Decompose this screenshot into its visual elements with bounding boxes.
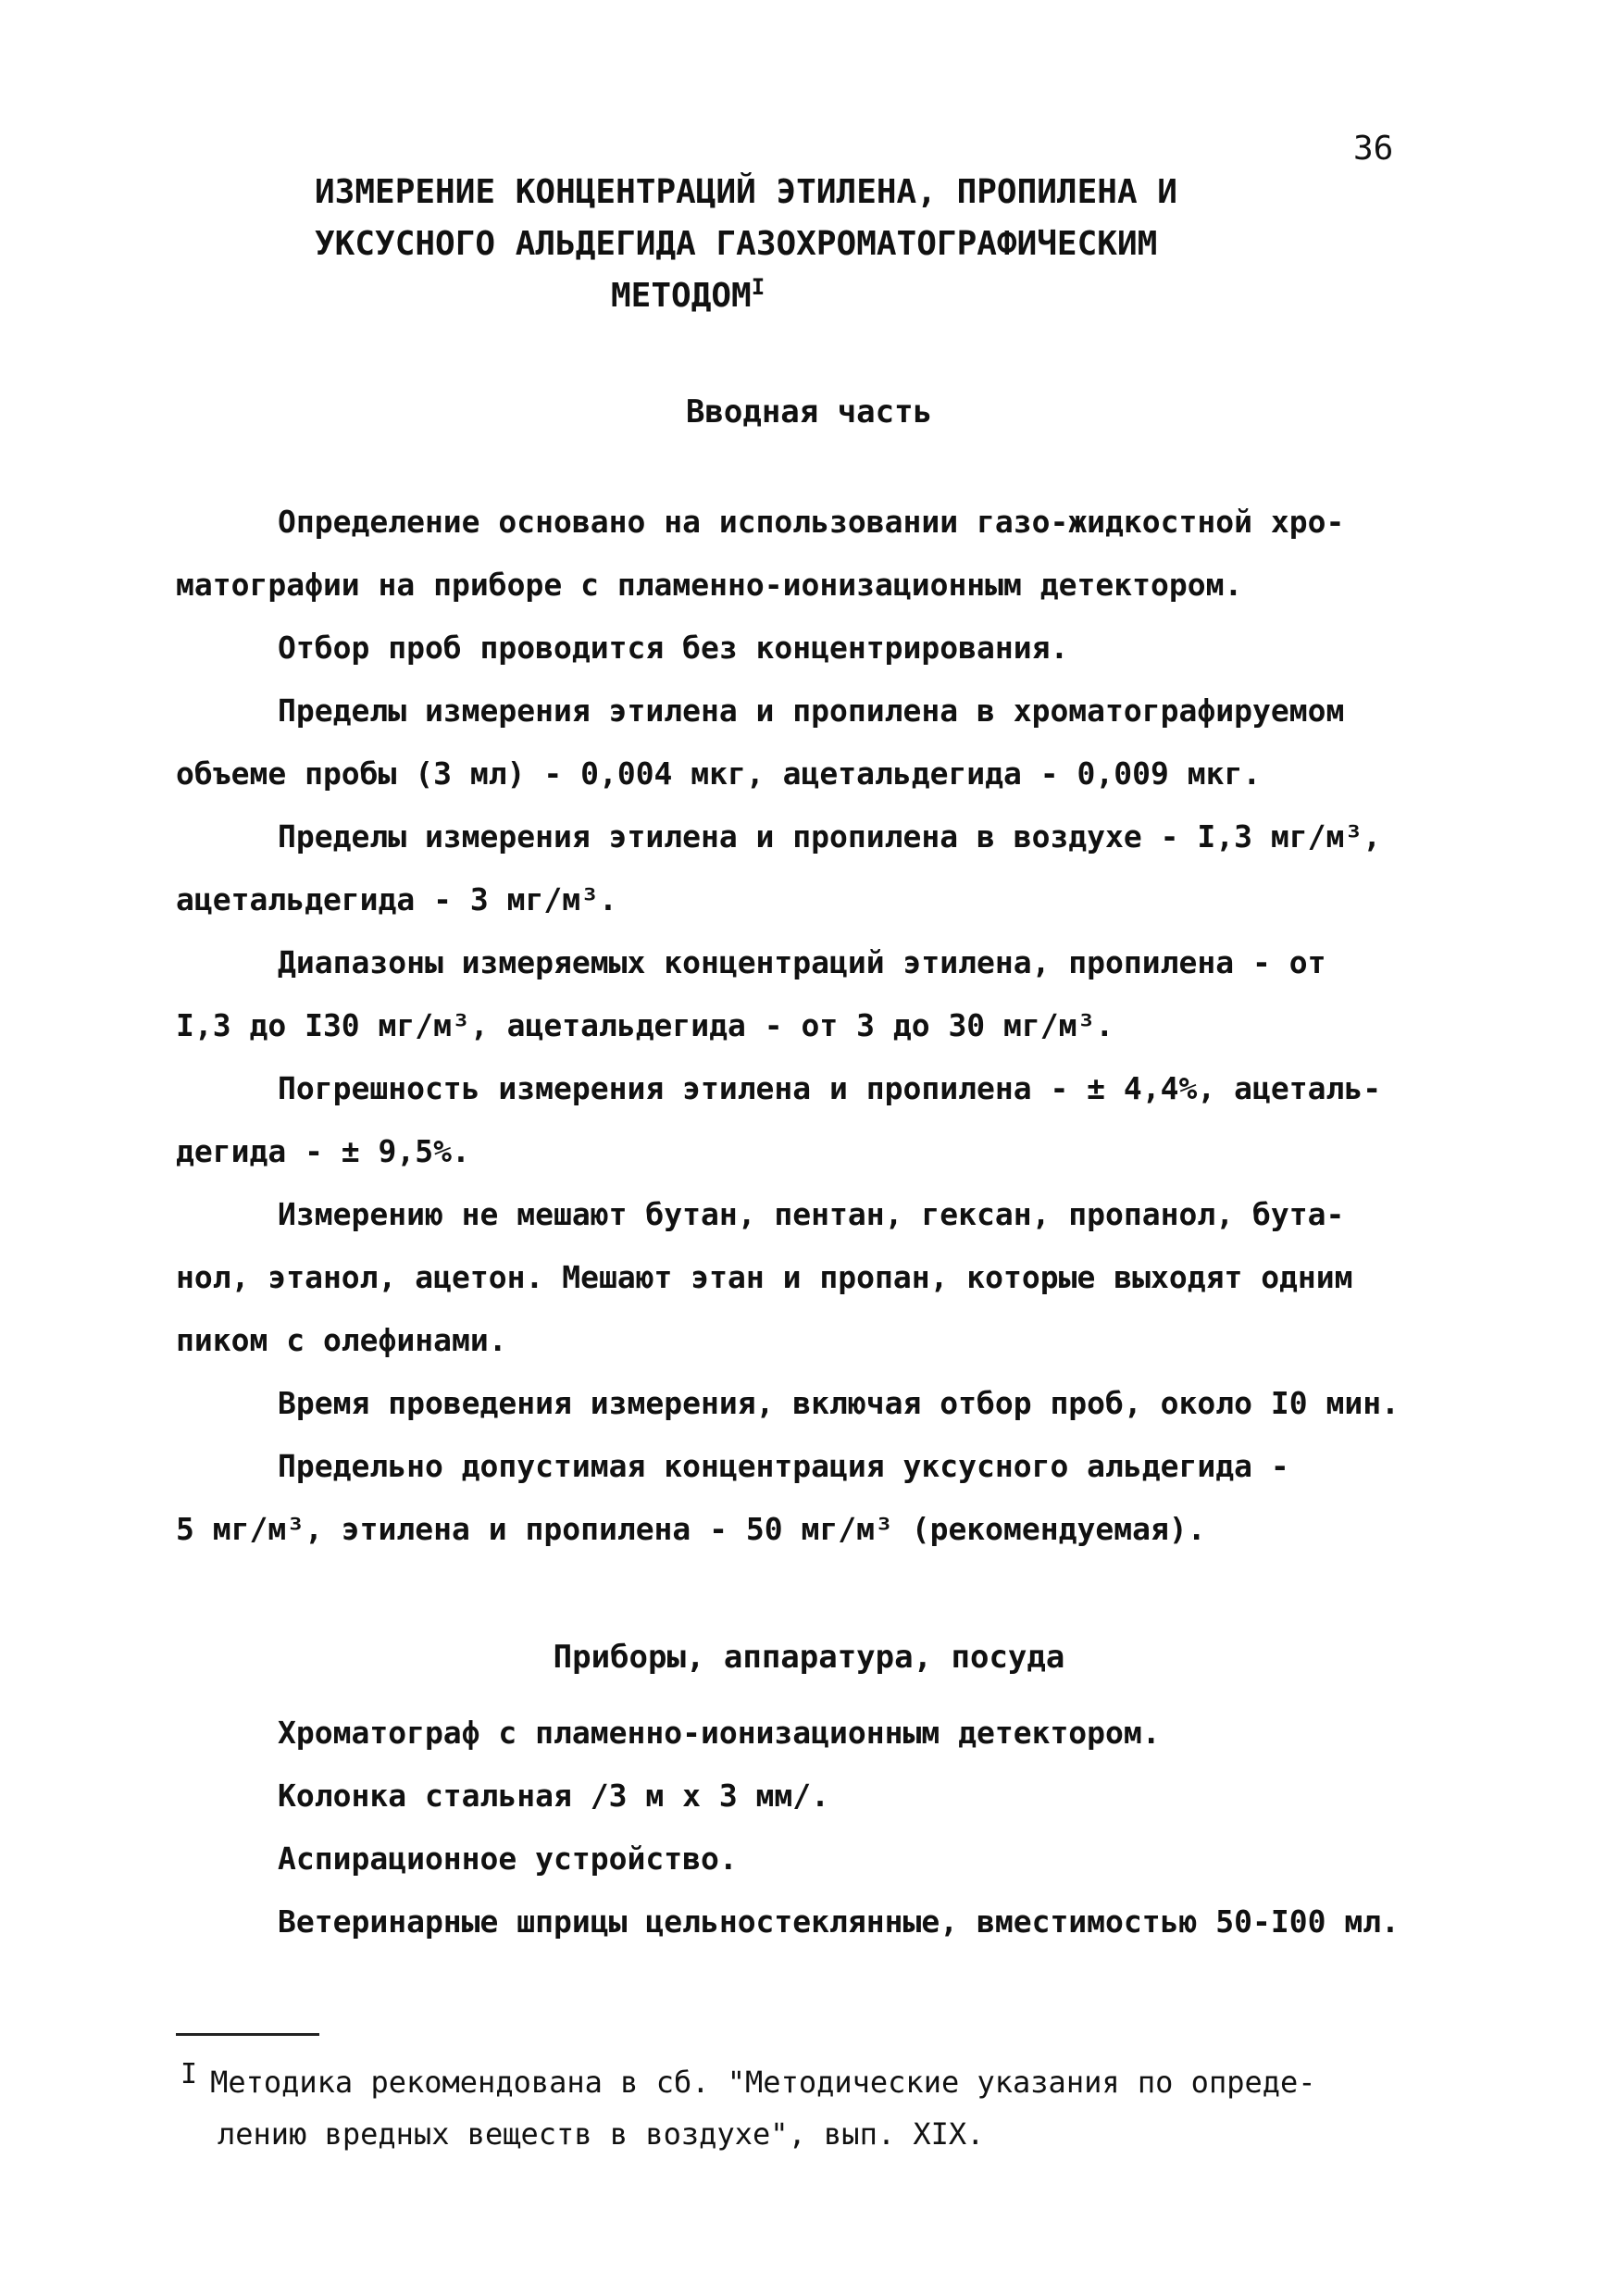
paragraph-interferences: [176, 1183, 1453, 1372]
equipment-item-chromatograph: Хроматограф с пламенно-ионизационным детектором.: [278, 1715, 1161, 1751]
footnote-mark: I: [180, 2058, 198, 2090]
paragraph-line: 5 мг/м³, этилена и пропилена - 50 мг/м³ (рекомендуемая).: [176, 1511, 1206, 1547]
page-number: 36: [1353, 130, 1394, 168]
paragraph-line: нол, этанол, ацетон. Мешают этан и пропан, которые выходят одним: [176, 1259, 1353, 1295]
title-line-3-text: МЕТОДОМ: [611, 277, 752, 315]
footnote-line-1: [180, 2057, 1316, 2109]
paragraph-measurement-limits-air: [176, 805, 1453, 931]
title-line-1: ИЗМЕРЕНИЕ КОНЦЕНТРАЦИЙ ЭТИЛЕНА, ПРОПИЛЕНА И: [315, 173, 1177, 211]
title-line-3: [315, 270, 1240, 322]
paragraph-line: Пределы измерения этилена и пропилена в воздухе - I,3 мг/м³,: [278, 818, 1382, 855]
title-line-2: УКСУСНОГО АЛЬДЕГИДА ГАЗОХРОМАТОГРАФИЧЕСКИМ: [315, 225, 1158, 263]
footnote-text-1: Методика рекомендована в сб. "Методические указания по опреде-: [210, 2065, 1316, 2100]
paragraph-line: Определение основано на использовании газо-жидкостной хро-: [278, 504, 1345, 540]
paragraph-line: ацетальдегида - 3 мг/м³.: [176, 881, 617, 917]
paragraph-line: Погрешность измерения этилена и пропилена - ± 4,4%, ацеталь-: [278, 1070, 1382, 1106]
paragraph-method-basis: [176, 491, 1453, 617]
equipment-item-column: Колонка стальная /3 м х 3 мм/.: [278, 1778, 830, 1814]
equipment-item-aspirator: Аспирационное устройство.: [278, 1841, 738, 1877]
paragraph-line: Отбор проб проводится без концентрирования.: [278, 630, 1069, 666]
paragraph-line: объеме пробы (3 мл) - 0,004 мкг, ацетальдегида - 0,009 мкг.: [176, 755, 1262, 792]
footnote-line-2: лению вредных веществ в воздухе", вып. XIX.: [218, 2116, 985, 2152]
paragraph-line: Пределы измерения этилена и пропилена в хроматографируемом: [278, 693, 1345, 729]
paragraph-line: дегида - ± 9,5%.: [176, 1133, 470, 1169]
footnote-divider: [176, 2033, 319, 2036]
paragraph-line: Диапазоны измеряемых концентраций этилена, пропилена - от: [278, 944, 1326, 980]
paragraph-line: матографии на приборе с пламенно-ионизационным детектором.: [176, 567, 1243, 603]
paragraph-line: Предельно допустимая концентрация уксусного альдегида -: [278, 1448, 1289, 1484]
section-heading-equipment: Приборы, аппаратура, посуда: [553, 1639, 1065, 1676]
paragraph-line: пиком с олефинами.: [176, 1322, 507, 1358]
paragraph-measurement-error: [176, 1057, 1453, 1183]
document-title: [315, 167, 1240, 322]
paragraph-line: Измерению не мешают бутан, пентан, гексан, пропанол, бута-: [278, 1196, 1345, 1232]
paragraph-max-permissible-concentration: [176, 1435, 1453, 1561]
paragraph-measurement-time: [176, 1372, 1453, 1435]
paragraph-line: Время проведения измерения, включая отбор проб, около I0 мин.: [278, 1385, 1400, 1421]
paragraph-concentration-ranges: [176, 931, 1453, 1057]
title-footnote-mark: I: [751, 274, 765, 300]
section-heading-intro: Вводная часть: [685, 393, 933, 430]
footnote: [180, 2057, 1316, 2159]
paragraph-measurement-limits-sample: [176, 680, 1453, 805]
equipment-item-syringes: Ветеринарные шприцы цельностеклянные, вместимостью 50-I00 мл.: [278, 1903, 1400, 1940]
paragraph-line: I,3 до I30 мг/м³, ацетальдегида - от 3 до 30 мг/м³.: [176, 1007, 1114, 1043]
paragraph-sampling: [176, 617, 1453, 680]
